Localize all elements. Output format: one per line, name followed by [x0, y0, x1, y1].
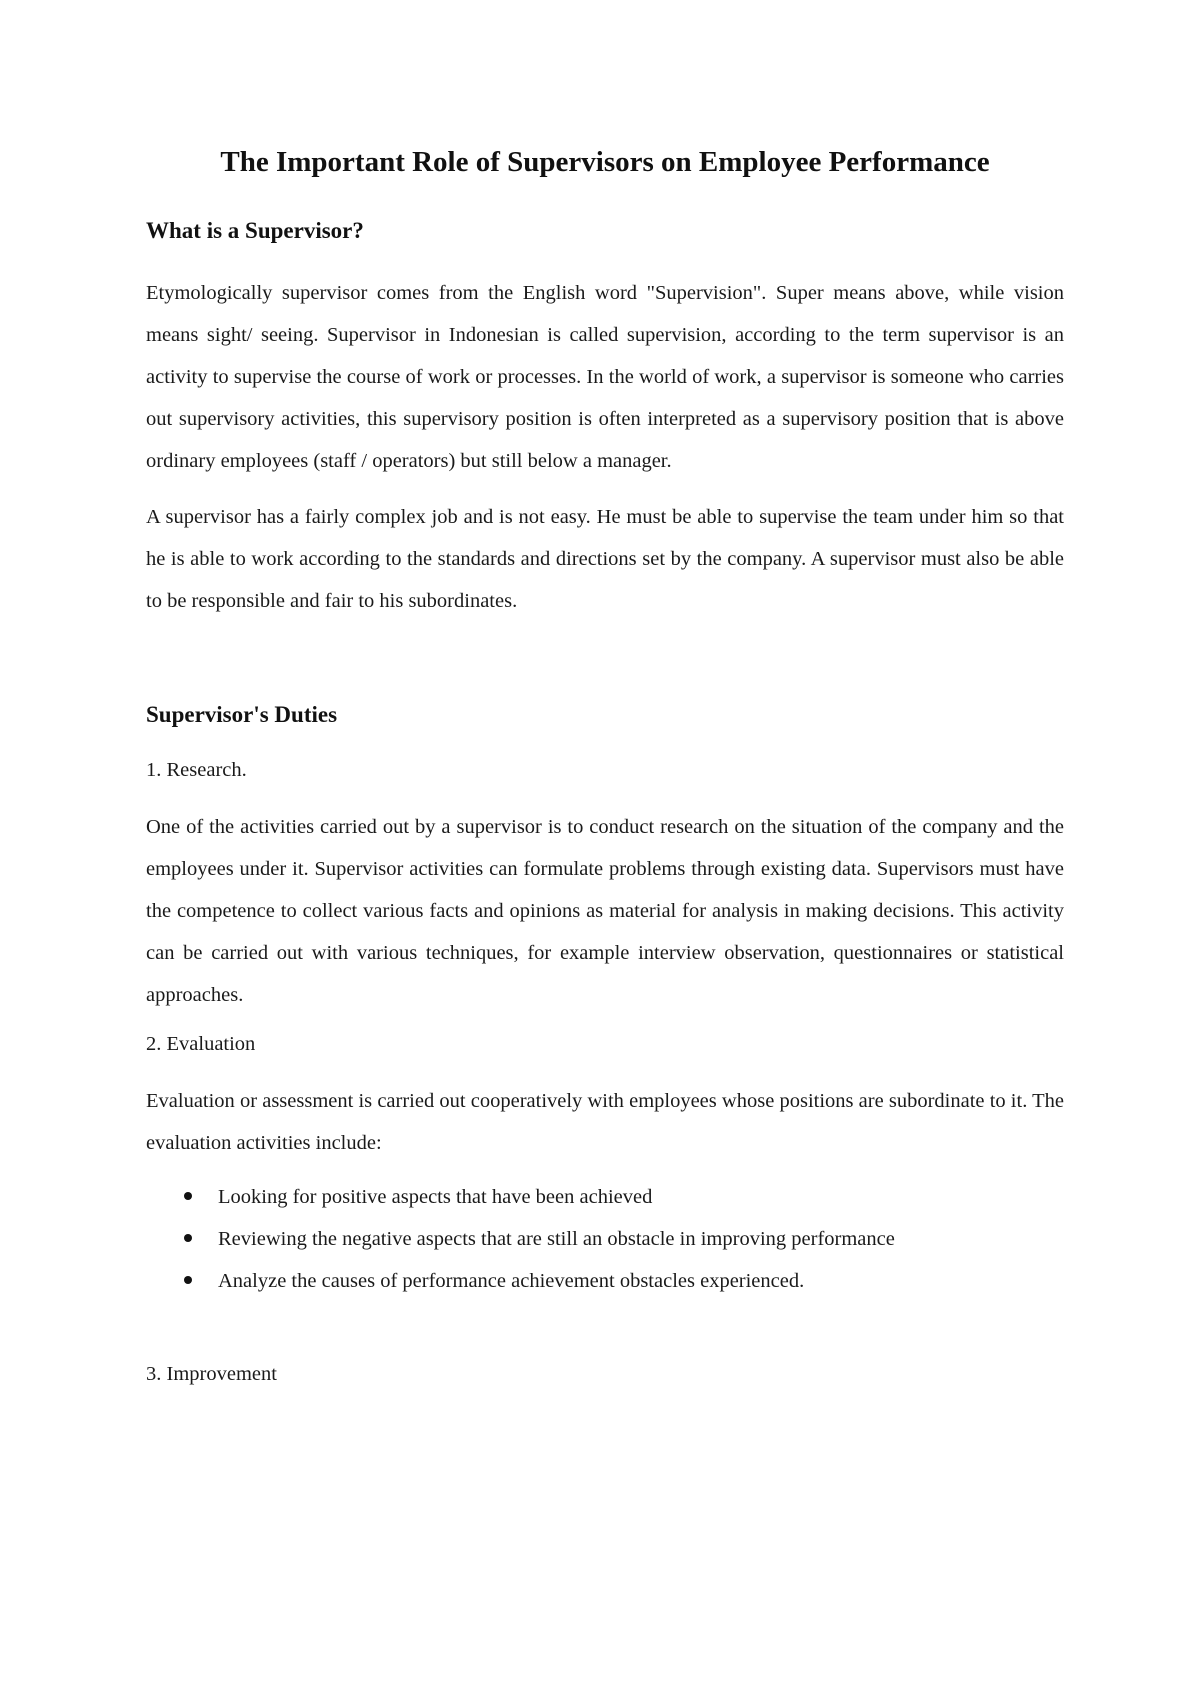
- list-item: [146, 1260, 1064, 1302]
- paragraph-supervisor-job: A supervisor has a fairly complex job and is not easy. He must be able to supervise the team under him so that he is able to work according to the standards and directions set by the company. A supervisor must also be able to be responsible and fair to his subordinates.: [146, 506, 1064, 612]
- paragraph-etymology: Etymologically supervisor comes from the English word "Supervision". Super means above, while vision means sight/ seeing. Supervisor in Indonesian is called supervision, according to the term supervisor is an activity to supervise the course of work or processes. In the world of work, a supervisor is someone who carries out supervisory activities, this supervisory position is often interpreted as a supervisory position that is above ordinary employees (staff / operators) but still below a manager.: [146, 282, 1064, 472]
- bullet-icon: [184, 1234, 192, 1242]
- list-item-text: Looking for positive aspects that have been achieved: [218, 1186, 653, 1208]
- section-heading-what-is-supervisor: What is a Supervisor?: [146, 218, 364, 243]
- list-item-text: Analyze the causes of performance achievement obstacles experienced.: [218, 1270, 805, 1292]
- bullet-icon: [184, 1276, 192, 1284]
- list-item-text: Reviewing the negative aspects that are still an obstacle in improving performance: [218, 1228, 895, 1250]
- bullet-icon: [184, 1192, 192, 1200]
- paragraph-evaluation: Evaluation or assessment is carried out cooperatively with employees whose positions are subordinate to it. The evaluation activities include:: [146, 1090, 1064, 1154]
- paragraph-research: One of the activities carried out by a supervisor is to conduct research on the situation of the company and the employees under it. Supervisor activities can formulate problems through existing data. Supervisors must have the competence to collect various facts and opinions as material for analysis in making decisions. This activity can be carried out with various techniques, for example interview observation, questionnaires or statistical approaches.: [146, 816, 1064, 1006]
- list-item: [146, 1176, 1064, 1218]
- list-item: [146, 1218, 1064, 1260]
- duty-label-evaluation: 2. Evaluation: [146, 1033, 256, 1055]
- duty-label-improvement: 3. Improvement: [146, 1363, 277, 1385]
- spacer: [146, 636, 1064, 700]
- section-heading-duties: Supervisor's Duties: [146, 702, 338, 727]
- evaluation-bullet-list: [146, 1176, 1064, 1302]
- duty-label-research: 1. Research.: [146, 759, 247, 781]
- spacer: [146, 1302, 1064, 1360]
- document-title: The Important Role of Supervisors on Employee Performance: [220, 146, 990, 178]
- document-page: [146, 142, 1064, 1410]
